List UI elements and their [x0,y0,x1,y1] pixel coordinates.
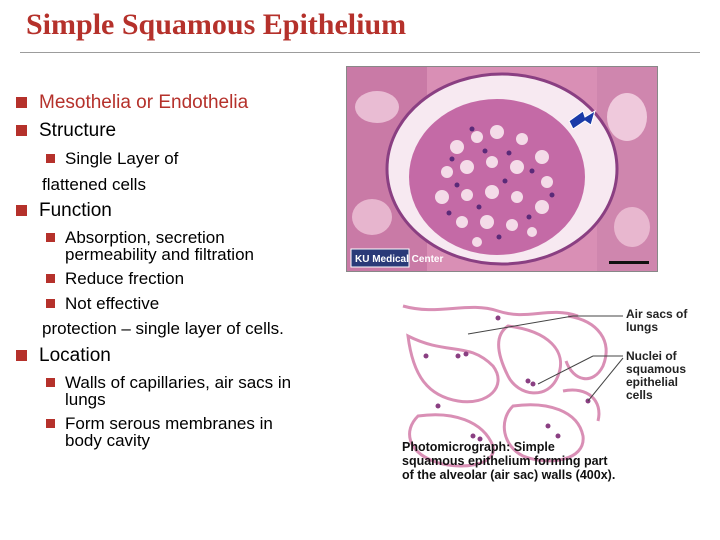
logo-text: KU Medical Center [355,254,444,265]
caption-line-1: Photomicrograph: Simple [402,440,555,454]
sub-bullet-single-layer [46,150,178,167]
label-nuclei-3: epithelial [626,375,679,389]
square-bullet-icon [46,274,55,283]
square-bullet-icon [46,154,55,163]
sub-bullet-walls [46,374,291,408]
bullet-text: Reduce frection [65,269,185,288]
alveoli-micrograph [398,296,708,486]
continuation-text: protection – single layer of cells. [42,319,284,338]
title-divider [20,52,700,53]
bullet-text: Form serous membranes in [65,414,273,433]
bullet-text: Walls of capillaries, air sacs in [65,373,292,392]
bullet-text: Not effective [65,294,160,313]
bullet-text: Mesothelia or Endothelia [39,92,249,113]
label-nuclei: Nuclei of [626,349,677,363]
glomerulus-micrograph [346,66,658,272]
bullet-structure [16,120,116,142]
bullet-text-continued: lungs [65,390,106,409]
bullet-text: Function [39,200,112,221]
label-nuclei-2: squamous [626,362,687,376]
square-bullet-icon [16,97,27,108]
bullet-location [16,345,111,367]
sub-bullet-serous [46,415,273,449]
bullet-text: Location [39,345,111,366]
label-nuclei-4: cells [626,388,653,402]
bullet-text-continued: body cavity [65,431,151,450]
square-bullet-icon [46,378,55,387]
page-title: Simple Squamous Epithelium [26,8,407,41]
square-bullet-icon [16,350,27,361]
square-bullet-icon [46,299,55,308]
bullet-text-continued: permeability and filtration [65,245,254,264]
bullet-function [16,200,112,222]
label-air-sacs-2: lungs [626,320,658,334]
continuation-text: flattened cells [42,175,146,194]
square-bullet-icon [46,419,55,428]
sub-bullet-not-effective [46,295,159,312]
caption-line-3: of the alveolar (air sac) walls (400x). [402,468,616,482]
square-bullet-icon [46,233,55,242]
bullet-mesothelia [16,92,248,114]
bullet-text: Absorption, secretion [65,228,225,247]
bullet-text: Single Layer of [65,149,179,168]
sub-bullet-reduce [46,270,184,287]
label-air-sacs: Air sacs of [626,307,688,321]
square-bullet-icon [16,205,27,216]
caption-line-2: squamous epithelium forming part [402,454,608,468]
sub-bullet-absorption [46,229,254,263]
bullet-text: Structure [39,120,117,141]
square-bullet-icon [16,125,27,136]
